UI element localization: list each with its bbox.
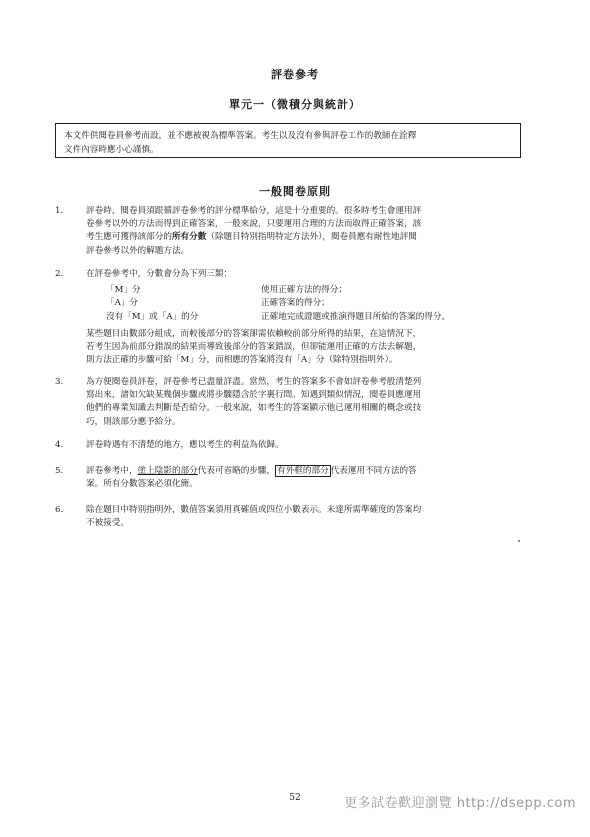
- mark-type-label: 沒有「M」或「A」的分: [106, 311, 199, 322]
- notice-line: 文件內容時應小心謹慎。: [64, 145, 159, 155]
- mark-type-desc: 正確地完成證題或推演得題目所給的答案的得分。: [261, 311, 451, 322]
- item-body: [86, 205, 522, 258]
- text-run: 考生應可獲得該部分的: [86, 232, 172, 243]
- item-line: 他們的專業知識去判斷是否給分。一般來說，如考生的答案顯示他已運用相關的概念或技: [86, 403, 422, 414]
- notice-box: [55, 123, 521, 158]
- page-number: 52: [289, 793, 301, 803]
- item-line: 則方法正確的步驟可給「M」分，而相應的答案將沒有「A」分（除特別指明外）。: [86, 355, 398, 366]
- text-run: 代表可省略的步驟，: [197, 466, 276, 476]
- boxed-part-text: 有外框的部分: [277, 466, 329, 476]
- bold-text: 所有分數: [171, 232, 207, 243]
- item-line: 卷參考以外的方法而得到正確答案，一般來說，只要運用合理的方法而取得正確答案，該: [86, 219, 422, 230]
- item-number: 1.: [55, 206, 64, 216]
- item-line: 在評卷參考中，分數會分為下列三類：: [86, 269, 233, 279]
- item-line: 不被接受。: [86, 518, 129, 529]
- mark-type-row: [86, 284, 522, 297]
- item-body: [86, 504, 522, 530]
- item-body: [86, 439, 522, 452]
- item-number: 4.: [55, 440, 64, 450]
- mark-type-desc: 使用正確方法的得分；: [261, 285, 347, 296]
- item-line: 評卷時，閱卷員須跟循評卷參考的評分標準給分，這是十分重要的。很多時考生會運用評: [86, 206, 422, 216]
- item-line: 巧，則該部分應予給分。: [86, 416, 181, 427]
- item-line: 寫出來，諸如欠缺某幾個步驟或將步驟隱含於字裏行間。知遇到類似情況，閱卷員應運用: [86, 390, 422, 401]
- item-body: [86, 376, 522, 429]
- text-run: 代表運用不同方法的答: [330, 466, 417, 476]
- scan-speck: [518, 540, 520, 542]
- item-number: 5.: [55, 466, 64, 476]
- item-line: 若考生因為前部分錯誤的結果而導致後部分的答案錯誤，但卻能運用正確的方法去解題，: [86, 341, 422, 352]
- watermark: 更多試卷歡迎瀏覽 http://dsepp.com: [344, 796, 576, 811]
- item-number: 3.: [55, 377, 64, 387]
- item-line: 評卷參考以外的解題方法。: [86, 245, 190, 256]
- page-title: 評卷參考: [271, 68, 319, 81]
- item-line: 評卷時遇有不清楚的地方，應以考生的利益為依歸。: [86, 440, 284, 450]
- mark-type-label: 「A」分: [106, 298, 138, 309]
- item-number: 6.: [55, 505, 64, 515]
- notice-line: 本文件供閱卷員參考而設，並不應被視為標準答案。考生以及沒有參與評卷工作的教師在詮釋: [64, 131, 417, 141]
- section-heading: 一般閱卷原則: [259, 185, 331, 198]
- text-run: （除題目特別指明特定方法外），閱卷員應有耐性地評閱: [206, 232, 417, 243]
- mark-type-desc: 正確答案的得分；: [261, 298, 330, 309]
- item-body: [86, 268, 522, 367]
- text-run: 評卷參考中，: [86, 466, 138, 476]
- item-number: 2.: [55, 269, 64, 279]
- page-subtitle: 單元一（微積分與統計）: [229, 98, 361, 111]
- mark-type-label: 「M」分: [106, 285, 141, 296]
- shaded-part-text: 塗上陰影的部分: [137, 466, 198, 476]
- item-body: [86, 465, 522, 491]
- item-line: 案。所有分數答案必須化簡。: [86, 479, 198, 490]
- item-line: 為方便閱卷員評卷，評卷參考已盡量詳盡。當然，考生的答案多不會如評卷參考般清楚列: [86, 377, 422, 387]
- item-line: [86, 231, 522, 244]
- item-line: [86, 465, 522, 478]
- item-line: 除在題目中特別指明外，數值答案須用真確值或四位小數表示。未達所需準確度的答案均: [86, 505, 422, 515]
- item-line: 某些題目由數部分組成，而較後部分的答案卻需依賴較前部分所得的結果，在這情況下，: [86, 328, 422, 339]
- mark-type-row: [86, 311, 522, 324]
- mark-type-row: [86, 297, 522, 310]
